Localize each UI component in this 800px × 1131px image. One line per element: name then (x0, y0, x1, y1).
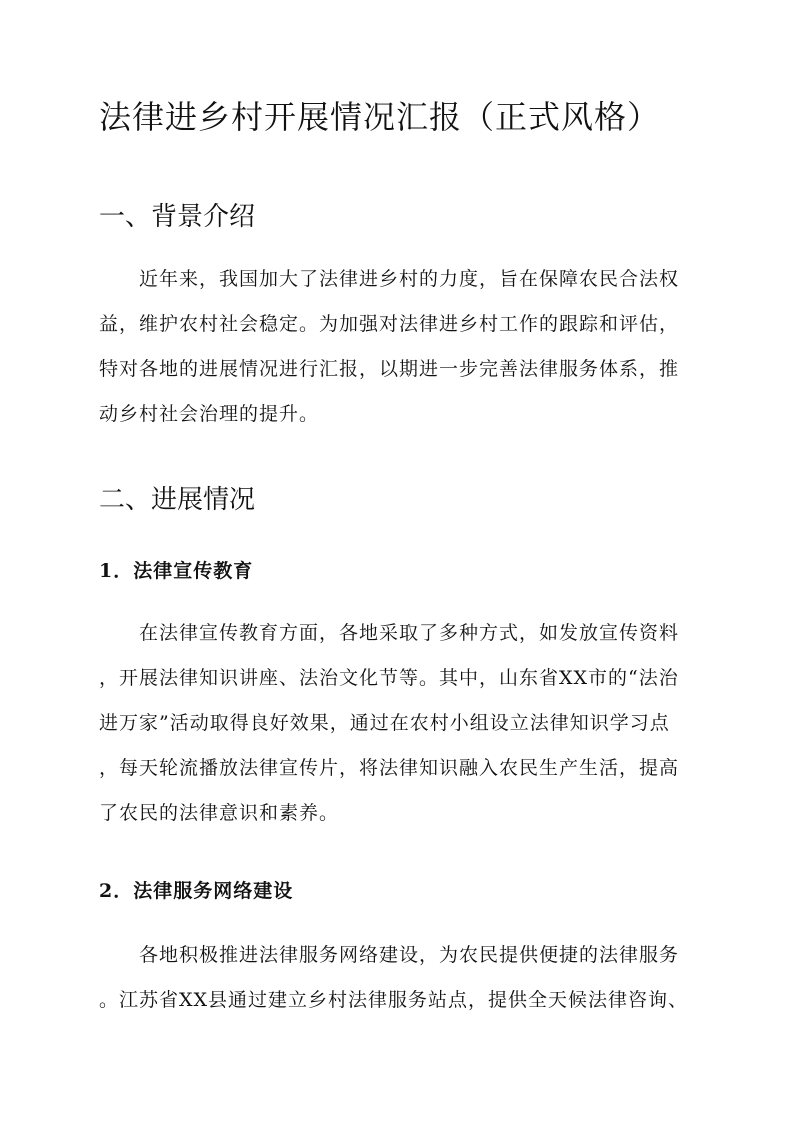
paragraph-service-network (99, 933, 701, 1023)
paragraph-background (99, 257, 701, 437)
section-heading-progress: 二、进展情况 (99, 485, 256, 515)
paragraph-legal-education (99, 611, 701, 836)
subsection-heading-legal-education: 1．法律宣传教育 (99, 560, 254, 582)
paragraph-line: 益，维护农村社会稳定。为加强对法律进乡村工作的跟踪和评估， (99, 313, 680, 335)
section-heading-background: 一、背景介绍 (99, 202, 256, 232)
paragraph-line: 动乡村社会治理的提升。 (99, 403, 320, 425)
document-title: 法律进乡村开展情况汇报（正式风格） (99, 98, 661, 136)
paragraph-line: ，开展法律知识讲座、法治文化节等。其中，山东省XX市的“法治 (99, 667, 679, 689)
paragraph-line: 各地积极推进法律服务网络建设，为农民提供便捷的法律服务 (139, 944, 680, 966)
paragraph-line: 近年来，我国加大了法律进乡村的力度，旨在保障农民合法权 (139, 268, 680, 290)
paragraph-line: 进万家”活动取得良好效果，通过在农村小组设立法律知识学习点 (99, 712, 670, 734)
subsection-heading-service-network: 2．法律服务网络建设 (99, 880, 294, 902)
paragraph-line: ，每天轮流播放法律宣传片，将法律知识融入农民生产生活，提高 (99, 757, 680, 779)
paragraph-line: 在法律宣传教育方面，各地采取了多种方式，如发放宣传资料 (139, 622, 680, 644)
paragraph-line: 特对各地的进展情况进行汇报，以期进一步完善法律服务体系，推 (99, 358, 680, 380)
paragraph-line: 了农民的法律意识和素养。 (99, 802, 340, 824)
paragraph-line: 。江苏省XX县通过建立乡村法律服务站点，提供全天候法律咨询、 (99, 989, 689, 1011)
